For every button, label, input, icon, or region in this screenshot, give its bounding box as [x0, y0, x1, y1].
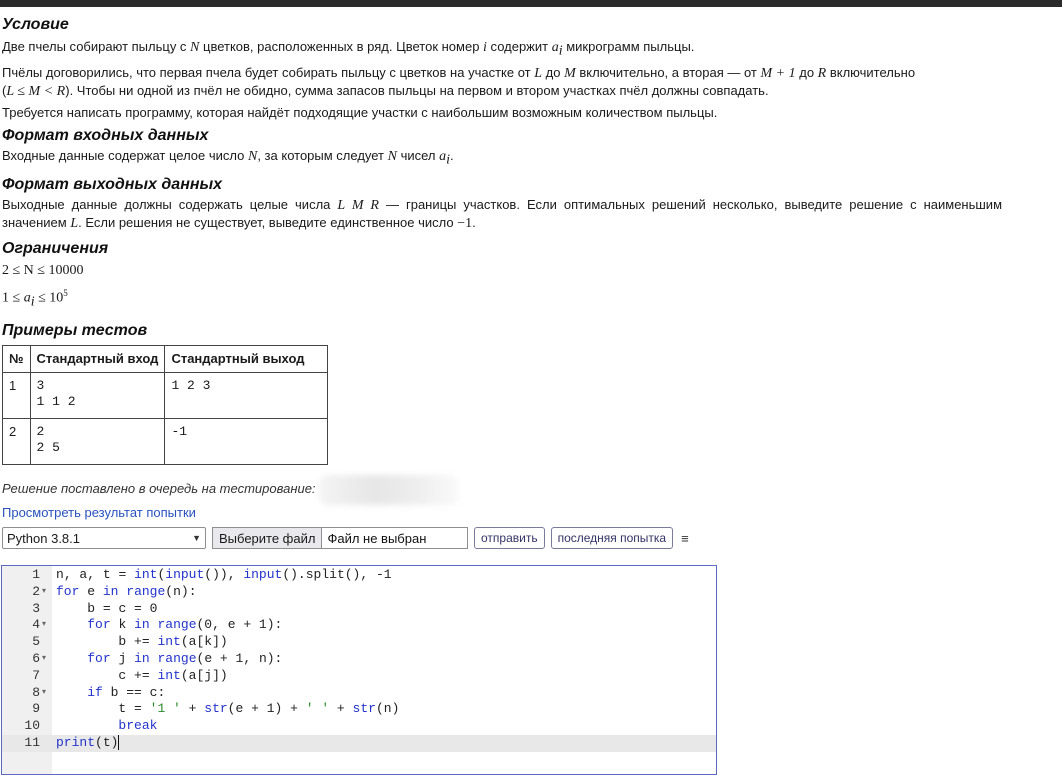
code-line[interactable]: [2, 718, 716, 735]
condition-heading: Условие: [2, 16, 69, 33]
line-number: 3: [32, 600, 40, 616]
code-token: ,: [87, 567, 103, 582]
language-select[interactable]: Python 3.8.1 ▼: [2, 527, 206, 549]
code-token: [: [196, 634, 205, 650]
code-token: [56, 718, 118, 733]
submit-toolbar: [2, 526, 689, 550]
code-keyword: str: [204, 701, 228, 717]
code-token: c: [118, 600, 127, 616]
code-line[interactable]: [2, 601, 716, 618]
code-string: ' ': [305, 701, 330, 717]
line-number: 4: [32, 617, 40, 633]
code-token: = 0: [126, 600, 158, 616]
code-token: ):: [180, 583, 197, 599]
limit-n: 2 ≤ N ≤ 10000: [2, 263, 84, 279]
code-token: ()),: [204, 567, 244, 582]
code-token: [56, 668, 118, 683]
code-token: +=: [126, 667, 158, 683]
row-num: 2: [3, 418, 31, 464]
code-token: ,: [63, 567, 80, 582]
samples-header-row: [3, 345, 328, 372]
code-token: :: [157, 684, 166, 700]
line-number: 1: [32, 567, 40, 582]
input-format-heading: Формат входных данных: [2, 126, 209, 144]
limits-heading: Ограничения: [2, 240, 109, 258]
code-token: [56, 617, 87, 632]
code-token: k: [118, 617, 127, 633]
code-keyword: str: [352, 701, 376, 717]
code-text: [56, 735, 119, 752]
code-token: + 1):: [235, 617, 283, 633]
code-token: e: [235, 701, 244, 717]
code-token: t: [102, 567, 111, 582]
row-input: 3 1 1 2: [30, 372, 165, 418]
code-line[interactable]: [2, 735, 716, 752]
code-token: [126, 651, 134, 666]
code-token: a: [188, 634, 197, 650]
line-number: 2: [32, 583, 40, 599]
code-keyword: for: [56, 583, 80, 599]
choose-file-button[interactable]: Выберите файл: [213, 528, 322, 548]
code-text: [56, 668, 228, 685]
code-token: +: [329, 701, 353, 717]
code-token: (: [95, 734, 103, 750]
code-token: [56, 701, 118, 716]
code-token: e: [204, 650, 213, 666]
code-token: e: [87, 583, 96, 599]
samples-heading: Примеры тестов: [2, 321, 148, 339]
code-keyword: range: [157, 617, 197, 633]
code-text: [56, 718, 157, 735]
output-format-heading: Формат выходных данных: [2, 176, 223, 194]
code-text: [56, 617, 282, 634]
code-keyword: for: [87, 617, 111, 633]
line-number: 11: [24, 734, 40, 750]
code-string: '1 ': [149, 701, 181, 717]
code-token: + 1,: [212, 650, 259, 666]
row-num: 1: [3, 372, 31, 418]
code-text: [56, 651, 282, 668]
code-text: [56, 634, 228, 651]
input-format-text: Входные данные содержат целое число N, за которым следует N чисел $a_i$.: [2, 147, 454, 168]
file-input[interactable]: [212, 527, 468, 549]
code-line[interactable]: [2, 668, 716, 685]
code-keyword: for: [87, 650, 111, 666]
code-keyword: input: [165, 567, 205, 582]
line-number: 10: [24, 718, 40, 734]
code-token: j: [118, 650, 127, 666]
code-keyword: break: [118, 718, 158, 734]
code-token: (: [227, 701, 236, 717]
header-num: №: [3, 345, 31, 372]
problem-statement: [2, 14, 1002, 520]
code-text: [56, 601, 157, 618]
code-lines: [2, 567, 716, 752]
code-token: (: [165, 583, 174, 599]
code-token: ().: [282, 567, 306, 582]
code-keyword: in: [134, 617, 150, 633]
code-token: a: [79, 567, 88, 582]
code-token: =: [126, 701, 150, 717]
line-number: 5: [32, 634, 40, 650]
header-input: Стандартный вход: [30, 345, 165, 372]
fold-arrow-icon[interactable]: ▾: [42, 653, 47, 663]
code-token: [126, 617, 134, 632]
code-token: [56, 651, 87, 666]
code-token: =: [95, 600, 119, 616]
code-token: b: [110, 684, 119, 700]
fold-arrow-icon[interactable]: ▾: [42, 687, 47, 697]
code-token: ): [391, 701, 400, 717]
code-line[interactable]: [2, 567, 716, 584]
code-token: ): [110, 734, 119, 750]
code-token: [103, 685, 111, 700]
code-keyword: in: [102, 583, 119, 599]
line-number: 6: [32, 650, 40, 666]
code-keyword: int: [134, 567, 158, 582]
code-text: [56, 685, 165, 702]
hamburger-icon[interactable]: ≡: [681, 530, 689, 546]
code-token: (: [157, 567, 166, 582]
code-token: k: [204, 634, 213, 650]
line-number: 8: [32, 684, 40, 700]
code-token: [: [196, 667, 205, 683]
condition-paragraph-1: Две пчелы собирают пыльцу с N цветков, расположенных в ряд. Цветок номер i содержит $a_i$ микрограмм пыльцы.: [2, 39, 695, 59]
fold-arrow-icon[interactable]: ▾: [42, 620, 47, 630]
condition-paragraph-4: Требуется написать программу, которая найдёт подходящие участки с наибольшим возможным количеством пыльцы.: [2, 104, 718, 120]
code-token: c: [118, 667, 127, 683]
chevron-down-icon: ▼: [192, 533, 201, 543]
code-keyword: int: [157, 634, 181, 650]
code-keyword: if: [87, 684, 103, 700]
code-token: + 1) +: [243, 701, 306, 717]
condition-paragraph-2: Пчёлы договорились, что первая пчела будет собирать пыльцу с цветков на участке от L до M включительно, а вторая — от M + 1 до R включительно: [2, 64, 916, 81]
code-token: [56, 634, 118, 649]
code-token: =: [110, 567, 135, 582]
code-token: +=: [126, 634, 158, 650]
code-keyword: in: [134, 650, 150, 666]
code-token: (0,: [196, 617, 228, 633]
browser-top-bar: [0, 0, 1062, 7]
row-input: 2 2 5: [30, 418, 165, 464]
code-token: c: [149, 684, 158, 700]
output-format-text: Выходные данные должны содержать целые числа L M R — границы участков. Если оптимальных решений несколько, выведите решение с наименьшим значением L. Если решения не существует, выведите единственное число −1.: [2, 197, 1003, 232]
code-token: (: [196, 650, 205, 666]
code-token: (), -1: [344, 567, 392, 582]
code-token: ):: [266, 650, 283, 666]
code-token: n: [258, 650, 267, 666]
file-name-label: Файл не выбран: [327, 530, 427, 546]
code-token: n: [173, 583, 181, 599]
code-line[interactable]: [2, 584, 716, 601]
code-keyword: int: [157, 667, 181, 683]
code-line[interactable]: [2, 685, 716, 702]
code-keyword: range: [126, 583, 166, 599]
code-token: n: [383, 701, 392, 717]
code-token: split: [305, 567, 345, 582]
code-text: [56, 701, 399, 718]
code-editor[interactable]: [1, 565, 717, 775]
code-line[interactable]: [2, 617, 716, 634]
submission-status: Решение поставлено в очередь на тестирование:: [2, 475, 1002, 505]
code-keyword: input: [243, 567, 283, 582]
text-cursor: [118, 735, 119, 750]
code-token: (: [180, 667, 189, 683]
limit-a: $1 \le a_i \le 10^5$: [2, 288, 68, 310]
code-token: b: [87, 600, 96, 616]
samples-table: [2, 345, 328, 465]
code-token: n: [56, 567, 64, 582]
code-token: e: [227, 617, 236, 633]
line-number: 7: [32, 667, 40, 683]
code-text: [56, 567, 392, 584]
header-output: Стандартный выход: [165, 345, 328, 372]
fold-arrow-icon[interactable]: ▾: [42, 586, 47, 596]
code-token: [95, 584, 103, 599]
code-token: ==: [118, 684, 150, 700]
code-token: ]): [212, 634, 228, 650]
code-token: [56, 685, 87, 700]
code-token: b: [118, 634, 127, 650]
last-attempt-button[interactable]: последняя попытка: [551, 527, 674, 549]
code-token: j: [204, 667, 213, 683]
row-output: -1: [165, 418, 328, 464]
code-token: ]): [212, 667, 228, 683]
code-line[interactable]: [2, 651, 716, 668]
code-token: t: [102, 734, 111, 750]
redacted-blur: [319, 475, 459, 505]
code-keyword: range: [157, 650, 197, 666]
table-row: [3, 372, 328, 418]
table-row: [3, 418, 328, 464]
code-token: [56, 601, 87, 616]
code-token: a: [188, 667, 197, 683]
code-line[interactable]: [2, 634, 716, 651]
condition-paragraph-3: (L ≤ M < R). Чтобы ни одной из пчёл не обидно, сумма запасов пыльцы на первом и втором участках пчёл должны совпадать.: [2, 82, 769, 99]
code-token: (: [180, 634, 189, 650]
code-token: (: [375, 701, 384, 717]
view-result-link[interactable]: Просмотреть результат попытки: [2, 504, 196, 520]
code-token: +: [180, 701, 205, 717]
line-number: 9: [32, 701, 40, 717]
code-token: t: [118, 701, 127, 717]
code-line[interactable]: [2, 701, 716, 718]
code-text: [56, 584, 197, 601]
row-output: 1 2 3: [165, 372, 328, 418]
code-keyword: print: [56, 734, 96, 750]
submit-button[interactable]: отправить: [474, 527, 545, 549]
